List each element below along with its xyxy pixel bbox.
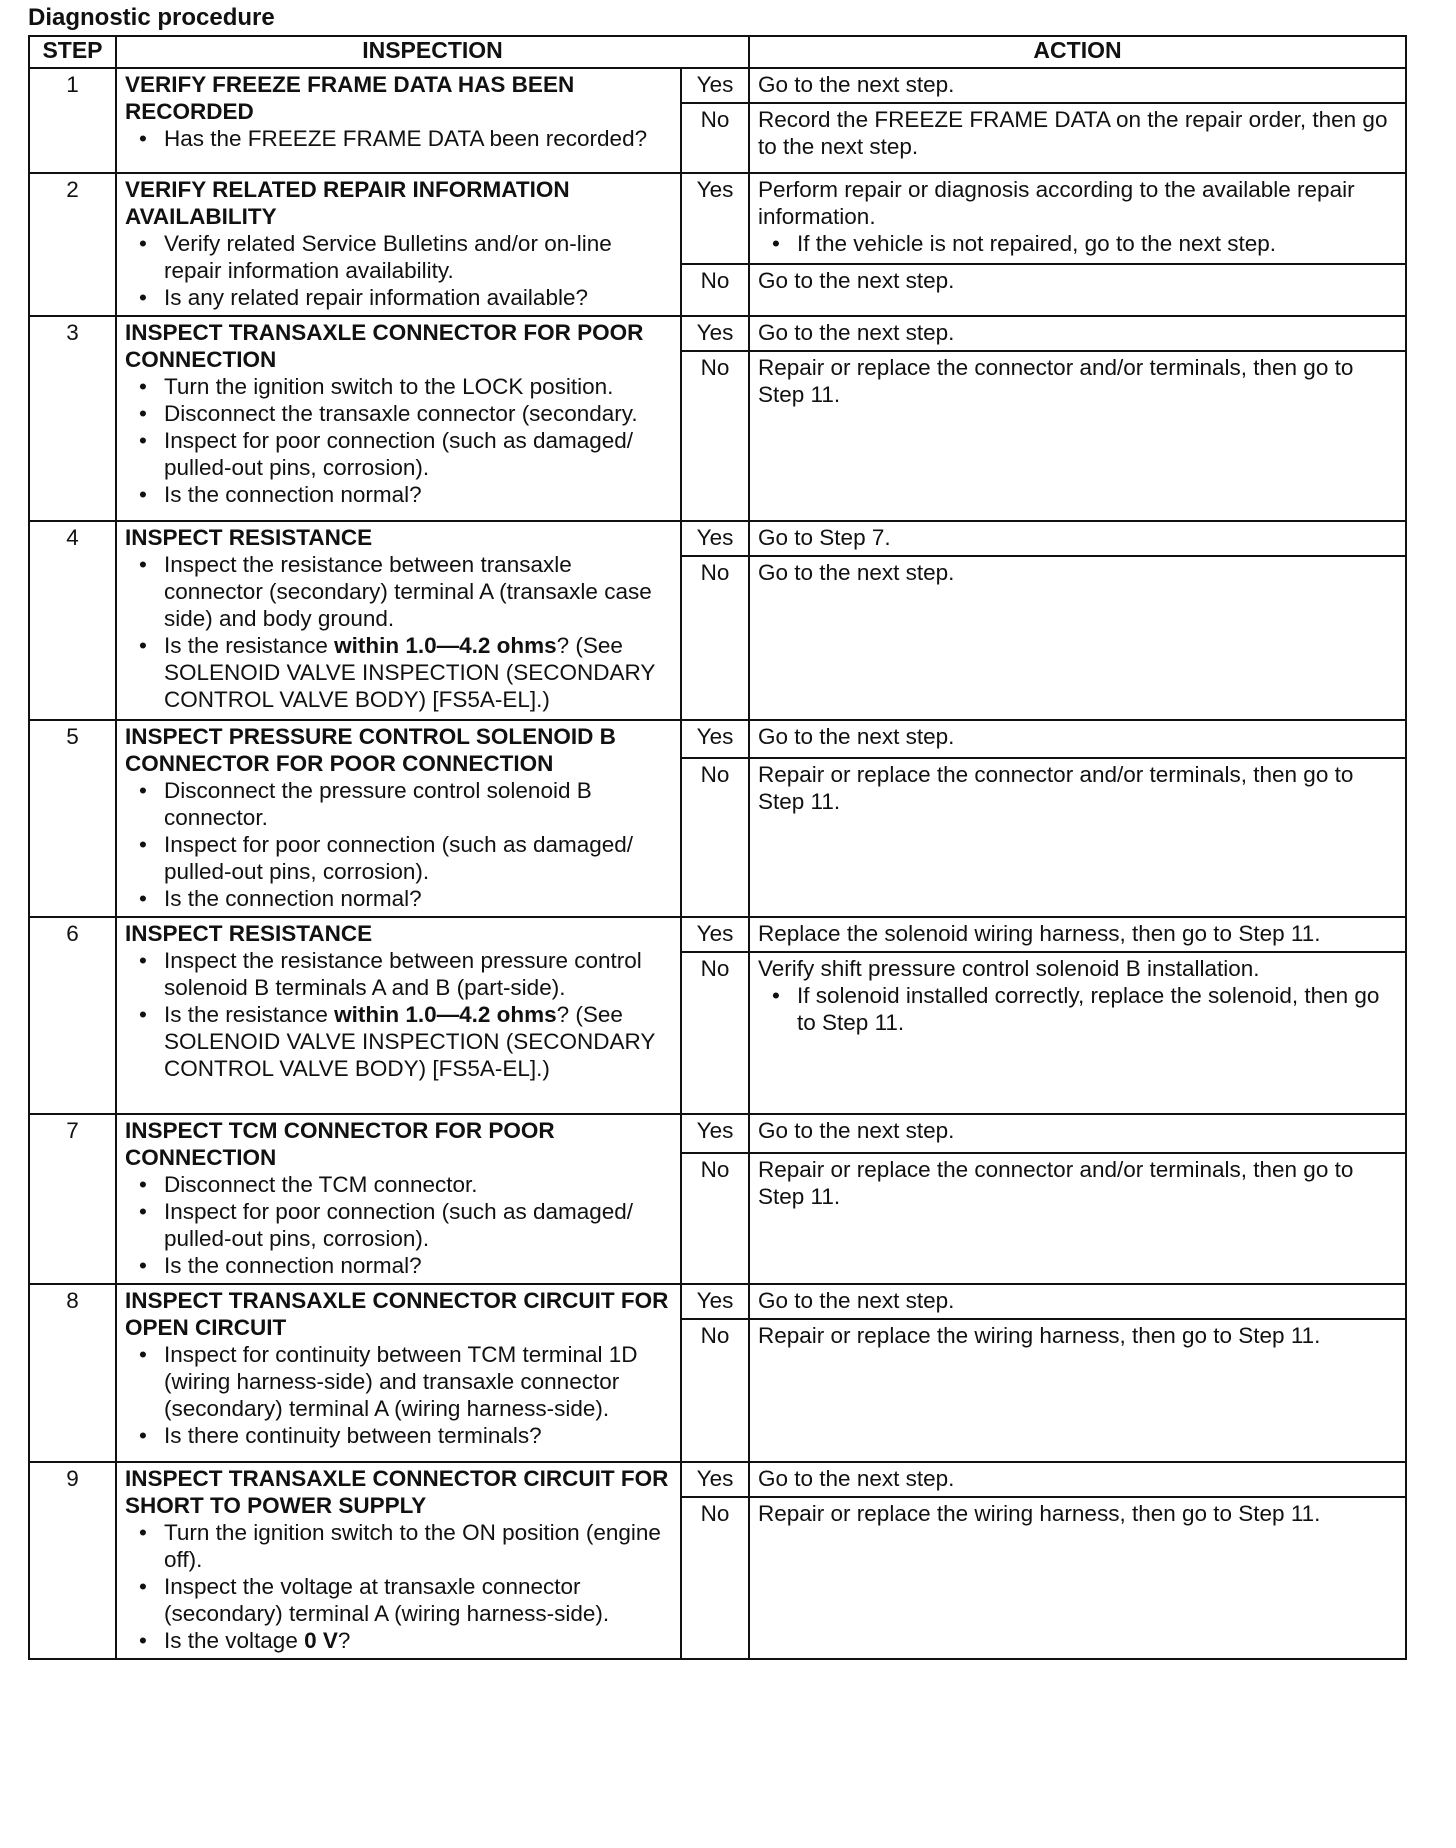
bullet: • Disconnect the TCM connector. (164, 1171, 674, 1198)
diagnostic-procedure-table (28, 35, 1407, 1660)
step-number: 4 (29, 521, 116, 720)
step-number: 6 (29, 917, 116, 1114)
table-row (29, 68, 1406, 103)
bullet: • Verify related Service Bulletins and/or on-line repair information availability. (164, 230, 674, 284)
action-no: Go to the next step. (749, 264, 1406, 316)
header-inspection: INSPECTION (116, 36, 749, 68)
table-row (29, 1284, 1406, 1319)
bullet-emphasis: 0 V (304, 1628, 338, 1653)
bullet: • Inspect for poor connection (such as damaged/ pulled-out pins, corrosion). (164, 427, 674, 481)
action-yes: Perform repair or diagnosis according to the available repair information. (758, 177, 1355, 229)
inspection-bullets (125, 551, 674, 713)
inspection-cell (116, 316, 681, 521)
page-title: Diagnostic procedure (28, 4, 275, 31)
action-yes: Go to the next step. (749, 1114, 1406, 1153)
table-row (29, 173, 1406, 264)
bullet-text: Is the resistance (164, 1002, 335, 1027)
bullet-text: ? (See SOLENOID VALVE INSPECTION (SECONDARY CONTROL VALVE BODY) [FS5A-EL].) (164, 1002, 655, 1081)
action-bullets (758, 982, 1399, 1036)
step-number: 7 (29, 1114, 116, 1284)
bullet (164, 1627, 674, 1654)
answer-no: No (681, 103, 749, 173)
inspection-bullets (125, 1519, 674, 1654)
inspection-bullets (125, 947, 674, 1082)
answer-no: No (681, 556, 749, 720)
inspection-title: VERIFY FREEZE FRAME DATA HAS BEEN RECORDED (125, 72, 575, 124)
answer-yes: Yes (681, 521, 749, 556)
inspection-cell (116, 173, 681, 316)
inspection-cell (116, 1462, 681, 1659)
answer-yes: Yes (681, 1284, 749, 1319)
action-bullets (758, 230, 1399, 257)
inspection-title: INSPECT TRANSAXLE CONNECTOR CIRCUIT FOR OPEN CIRCUIT (125, 1288, 669, 1340)
bullet: • Is there continuity between terminals? (164, 1422, 674, 1449)
bullet: • Inspect the resistance between transaxle connector (secondary) terminal A (transaxle case side) and body ground. (164, 551, 674, 632)
table-row (29, 917, 1406, 952)
bullet: • Disconnect the pressure control solenoid B connector. (164, 777, 674, 831)
action-no: Repair or replace the connector and/or terminals, then go to Step 11. (749, 1153, 1406, 1284)
inspection-title: VERIFY RELATED REPAIR INFORMATION AVAILABILITY (125, 177, 570, 229)
bullet: • Turn the ignition switch to the LOCK position. (164, 373, 674, 400)
table-row (29, 1462, 1406, 1497)
inspection-title: INSPECT RESISTANCE (125, 921, 373, 946)
inspection-title: INSPECT PRESSURE CONTROL SOLENOID B CONNECTOR FOR POOR CONNECTION (125, 724, 616, 776)
step-number: 9 (29, 1462, 116, 1659)
answer-no: No (681, 952, 749, 1114)
action-yes: Replace the solenoid wiring harness, then go to Step 11. (749, 917, 1406, 952)
inspection-title: INSPECT TRANSAXLE CONNECTOR FOR POOR CONNECTION (125, 320, 644, 372)
action-no-cell (749, 952, 1406, 1114)
bullet-text: Is the resistance (164, 633, 335, 658)
step-number: 5 (29, 720, 116, 917)
header-action: ACTION (749, 36, 1406, 68)
inspection-bullets (125, 373, 674, 508)
answer-yes: Yes (681, 173, 749, 264)
bullet (164, 632, 674, 713)
action-no: Repair or replace the wiring harness, then go to Step 11. (749, 1497, 1406, 1659)
action-no: Go to the next step. (749, 556, 1406, 720)
bullet-emphasis: within 1.0—4.2 ohms (334, 1002, 557, 1027)
bullet: • Is the connection normal? (164, 481, 674, 508)
bullet (164, 1001, 674, 1082)
step-number: 1 (29, 68, 116, 173)
answer-yes: Yes (681, 917, 749, 952)
bullet-text: ? (337, 1628, 351, 1653)
bullet: • Inspect for continuity between TCM terminal 1D (wiring harness-side) and transaxle connector (secondary) terminal A (wiring harness-side). (164, 1341, 674, 1422)
action-yes-cell (749, 173, 1406, 264)
action-yes: Go to the next step. (749, 1284, 1406, 1319)
action-yes: Go to the next step. (749, 1462, 1406, 1497)
inspection-title: INSPECT TRANSAXLE CONNECTOR CIRCUIT FOR SHORT TO POWER SUPPLY (125, 1466, 669, 1518)
inspection-bullets (125, 125, 674, 152)
bullet: • Inspect the voltage at transaxle connector (secondary) terminal A (wiring harness-side). (164, 1573, 674, 1627)
action-yes: Go to the next step. (749, 68, 1406, 103)
bullet: • Is any related repair information available? (164, 284, 674, 311)
action-yes: Go to the next step. (749, 720, 1406, 758)
answer-yes: Yes (681, 68, 749, 103)
answer-yes: Yes (681, 1462, 749, 1497)
bullet: • If solenoid installed correctly, replace the solenoid, then go to Step 11. (797, 982, 1399, 1036)
bullet: • Inspect the resistance between pressure control solenoid B terminals A and B (part-side). (164, 947, 674, 1001)
answer-no: No (681, 1153, 749, 1284)
action-yes: Go to Step 7. (749, 521, 1406, 556)
inspection-bullets (125, 230, 674, 311)
answer-no: No (681, 264, 749, 316)
action-yes: Go to the next step. (749, 316, 1406, 351)
action-no: Verify shift pressure control solenoid B installation. (758, 956, 1260, 981)
inspection-cell (116, 1284, 681, 1462)
bullet: • Turn the ignition switch to the ON position (engine off). (164, 1519, 674, 1573)
answer-yes: Yes (681, 1114, 749, 1153)
table-row (29, 521, 1406, 556)
bullet: • Is the connection normal? (164, 1252, 674, 1279)
inspection-cell (116, 68, 681, 173)
table-row (29, 720, 1406, 758)
bullet-text: Is the voltage (164, 1628, 305, 1653)
step-number: 2 (29, 173, 116, 316)
inspection-title: INSPECT TCM CONNECTOR FOR POOR CONNECTION (125, 1118, 555, 1170)
table-header-row (29, 36, 1406, 68)
bullet-emphasis: within 1.0—4.2 ohms (334, 633, 557, 658)
bullet: • If the vehicle is not repaired, go to the next step. (797, 230, 1399, 257)
inspection-bullets (125, 1171, 674, 1279)
action-no: Repair or replace the wiring harness, then go to Step 11. (749, 1319, 1406, 1462)
answer-no: No (681, 351, 749, 521)
action-no: Repair or replace the connector and/or terminals, then go to Step 11. (749, 351, 1406, 521)
bullet: • Inspect for poor connection (such as damaged/ pulled-out pins, corrosion). (164, 831, 674, 885)
answer-no: No (681, 1497, 749, 1659)
action-no: Repair or replace the connector and/or terminals, then go to Step 11. (749, 758, 1406, 917)
header-step: STEP (29, 36, 116, 68)
inspection-bullets (125, 1341, 674, 1449)
table-row (29, 1114, 1406, 1153)
answer-no: No (681, 1319, 749, 1462)
inspection-cell (116, 521, 681, 720)
bullet: • Inspect for poor connection (such as damaged/ pulled-out pins, corrosion). (164, 1198, 674, 1252)
step-number: 8 (29, 1284, 116, 1462)
inspection-cell (116, 720, 681, 917)
bullet: • Has the FREEZE FRAME DATA been recorded? (164, 125, 674, 152)
answer-yes: Yes (681, 316, 749, 351)
answer-yes: Yes (681, 720, 749, 758)
bullet-text: ? (See SOLENOID VALVE INSPECTION (SECONDARY CONTROL VALVE BODY) [FS5A-EL].) (164, 633, 655, 712)
step-number: 3 (29, 316, 116, 521)
inspection-bullets (125, 777, 674, 912)
bullet: • Is the connection normal? (164, 885, 674, 912)
table-row (29, 316, 1406, 351)
bullet: • Disconnect the transaxle connector (secondary. (164, 400, 674, 427)
answer-no: No (681, 758, 749, 917)
inspection-cell (116, 917, 681, 1114)
inspection-cell (116, 1114, 681, 1284)
action-no: Record the FREEZE FRAME DATA on the repair order, then go to the next step. (749, 103, 1406, 173)
inspection-title: INSPECT RESISTANCE (125, 525, 373, 550)
